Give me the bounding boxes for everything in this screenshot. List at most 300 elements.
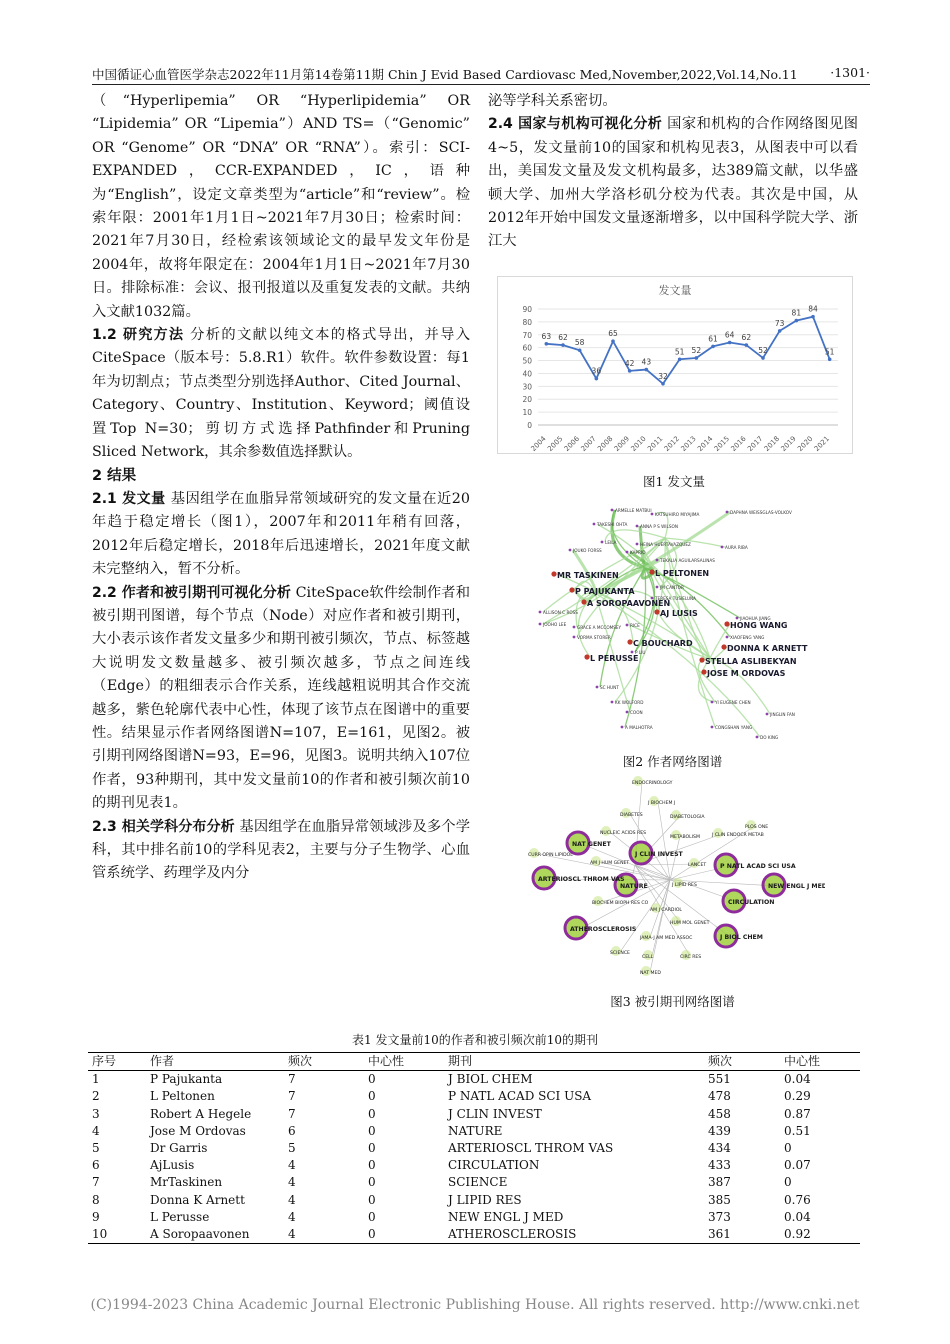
data-point [695,356,699,360]
figure-3-journal-network [520,770,825,980]
cell-author-frequency: 7 [288,1072,296,1087]
network-edge [595,593,630,712]
cell-author: Donna K Arnett [150,1192,245,1207]
table-1-title: 表1 发文量前10的作者和被引频次前10的期刊 [352,1033,598,1047]
data-point [811,315,815,319]
data-label: 52 [691,345,702,355]
journal-label: CURR OPIN LIPIDOL [528,853,573,858]
data-point [545,342,549,346]
cell-rank: 1 [92,1072,100,1087]
author-node [569,587,574,592]
table-row [88,1157,860,1174]
author-node [573,626,576,629]
cell-author-centrality: 0 [368,1227,376,1242]
author-label: JINGLIN FAN [770,712,795,717]
author-label: LEILA [605,540,617,545]
cell-author-centrality: 0 [368,1089,376,1104]
cell-journal-frequency: 433 [708,1158,731,1173]
journal-label: CIRC RES [680,955,702,960]
author-label: L PELTONEN [655,569,710,578]
y-tick-label: 20 [522,395,532,405]
journal-label: CIRCULATION [728,899,775,906]
author-label: A MALHOTRA [625,725,653,730]
cell-journal-frequency: 434 [708,1141,731,1156]
data-label: 51 [674,347,685,357]
y-tick-label: 50 [522,356,532,366]
x-tick-label: 2012 [662,434,682,453]
author-label: ALLISON C ROSS [543,610,578,615]
cell-author-centrality: 0 [368,1209,376,1224]
cell-journal-frequency: 439 [708,1123,731,1138]
author-label: XIAOFENG YANG [730,635,765,640]
x-tick-label: 2005 [546,434,565,453]
data-label: 62 [741,333,752,343]
author-label: P LIU [635,650,646,655]
author-label: L PERUSSE [590,654,639,663]
data-point [595,377,599,381]
network-edge [635,865,730,937]
data-label: 61 [708,334,718,344]
journal-label: AM J CARDIOL [650,908,682,913]
cell-author-frequency: 4 [288,1192,296,1207]
author-node [584,654,589,659]
author-label: JOUKO FORSS [573,548,602,553]
page-number: ·1301· [830,65,870,80]
author-label: ARMELLE MATBUI [615,508,652,513]
cell-rank: 10 [92,1227,108,1242]
cell-author: P Pajukanta [150,1072,223,1087]
author-node [581,599,586,604]
cell-author: L Perusse [150,1209,210,1224]
network-edge [635,865,680,922]
author-label: AJ LUSIS [660,609,698,618]
journal-label: NAT MED [640,971,661,976]
continued-paragraph: 泌等学科关系密切。 [488,93,617,109]
data-point [828,357,832,361]
y-tick-label: 40 [522,369,532,379]
author-node [721,546,724,549]
header-author: 作者 [150,1054,175,1068]
journal-label: METABOLISM [670,835,700,840]
data-point [778,329,782,333]
table-row [88,1088,860,1105]
cell-author: A Soropaavonen [150,1227,250,1242]
x-tick-label: 2006 [562,434,582,453]
author-node [569,549,572,552]
header-author-centrality: 中心性 [368,1054,405,1068]
author-node [626,711,629,714]
x-tick-label: 2019 [779,434,798,453]
cell-author: AjLusis [150,1158,195,1173]
cell-rank: 5 [92,1141,100,1156]
cell-author: L Peltonen [150,1089,215,1104]
data-label: 51 [824,347,835,357]
author-label: COON [630,710,643,715]
cell-rank: 4 [92,1123,100,1138]
author-node [539,611,542,614]
y-tick-label: 80 [522,317,532,327]
journal-label: ARTERIOSCL THROM VAS [538,876,625,883]
cell-journal: ARTERIOSCL THROM VAS [448,1141,614,1156]
section-2-1 [92,488,470,582]
right-column [488,90,858,254]
journal-label: J BIOL CHEM [720,934,763,941]
data-label: 73 [774,318,785,328]
section-2-4-text: 国家和机构的合作网络图见图4~5，发文量前10的国家和机构见表3，从图表中可以看出，美国发文量及发文机构最多，达389篇文献，以华盛顿大学、加州大学洛杉矶分校为代表。其次是中国，从2012年开始中国发文量逐渐增多，以中国科学院大学、浙江大 [488,116,858,250]
author-node [627,639,632,644]
journal-label: DIABETES [620,813,643,818]
x-tick-label: 2017 [746,434,765,453]
cell-journal-centrality: 0.76 [784,1192,811,1207]
table-header-row [88,1053,860,1071]
header-journal-centrality: 中心性 [784,1054,821,1068]
journal-label: J CLIN ENDOCR METAB [712,833,764,838]
data-label: 36 [591,366,602,376]
x-tick-label: 2010 [629,434,648,453]
journal-label: LANCET [688,863,707,868]
author-label: CONGSHAN YANG [715,725,753,730]
cell-author-centrality: 0 [368,1106,376,1121]
journal-label: NAT GENET [572,841,611,848]
figure-2-author-network [535,498,810,743]
data-point [645,368,649,372]
author-label: JIAOHUA JIANG [740,616,771,621]
data-point [678,357,682,361]
cell-journal: SCIENCE [448,1175,508,1190]
header-journal: 期刊 [448,1054,473,1068]
author-label: AURA RIBA [725,545,748,550]
journal-label: BIOCHEM BIOPH RES CO [592,901,649,906]
author-label: YI EUGENE CHEN [715,700,751,705]
cell-journal: CIRCULATION [448,1158,540,1173]
cell-journal-centrality: 0.51 [784,1123,811,1138]
cell-author: Dr Garris [150,1141,208,1156]
author-label: VORMA STORER [577,635,611,640]
journal-citation: 中国循证心血管医学杂志2022年11月第14卷第11期 Chin J Evid Based Cardiovasc Med,November,2022,Vol.14,No.11 [92,67,798,82]
cell-journal-centrality: 0.87 [784,1106,811,1121]
y-tick-label: 70 [522,330,532,340]
author-node [596,686,599,689]
y-tick-label: 10 [522,408,532,418]
author-node [649,569,654,574]
cell-author-centrality: 0 [368,1123,376,1138]
table-row [88,1226,860,1244]
author-node [656,586,659,589]
network-edge [710,658,770,714]
journal-label: NUCLEIC ACIDS RES [600,831,647,836]
author-node [636,543,639,546]
author-node [726,511,729,514]
cell-author-frequency: 4 [288,1209,296,1224]
section-1-2 [92,324,470,464]
cell-journal-frequency: 387 [708,1175,731,1190]
cell-rank: 2 [92,1089,100,1104]
section-2-1-title: 2.1 发文量 [92,490,166,507]
publication-count-chart [498,277,852,453]
journal-label: PLOS ONE [745,825,769,830]
author-node [654,609,659,614]
journal-label: J CLIN INVEST [635,851,683,858]
section-2-3 [92,816,470,886]
figure-2-caption: 图2 作者网络图谱 [622,754,723,769]
cell-journal: J CLIN INVEST [448,1106,542,1121]
journal-label: HUM MOL GENET [670,921,710,926]
cell-author-frequency: 4 [288,1158,296,1173]
data-point [711,345,715,349]
header-author-frequency: 频次 [288,1054,313,1068]
author-node [611,701,614,704]
cell-journal-centrality: 0.07 [784,1158,811,1173]
author-label: P PAJUKANTA [575,587,635,596]
section-2-4-title: 2.4 国家与机构可视化分析 [488,116,663,133]
author-label: KAPRIO [630,550,646,555]
author-label: DO KING [760,735,779,740]
y-tick-label: 0 [527,421,532,430]
cell-author-frequency: 4 [288,1227,296,1242]
cell-rank: 6 [92,1158,100,1173]
left-column [92,90,470,886]
table-row [88,1071,860,1089]
data-point [578,348,582,352]
cell-author-centrality: 0 [368,1072,376,1087]
x-tick-label: 2021 [812,434,832,453]
journal-label: J BIOCHEM J [648,801,676,806]
journal-label: AM J HUM GENET [590,861,630,866]
journal-label: ATHEROSCLEROSIS [570,926,637,933]
cell-author-centrality: 0 [368,1141,376,1156]
author-label: JM CANTOR [660,585,684,590]
journal-label: CELL [642,955,654,960]
cell-journal: J BIOL CHEM [448,1072,533,1087]
cell-journal: NATURE [448,1123,503,1138]
author-label: MR TASKINEN [557,571,619,580]
cell-journal: NEW ENGL J MED [448,1209,564,1224]
x-tick-label: 2009 [612,434,632,453]
author-label: A SOROPAAVONEN [587,599,671,608]
author-node [724,621,729,626]
cell-journal: J LIPID RES [448,1192,522,1207]
cell-author-frequency: 5 [288,1141,296,1156]
section-2-2-title: 2.2 作者和被引期刊可视化分析 [92,584,291,601]
author-label: DONNA K ARNETT [727,644,808,653]
table-row [88,1174,860,1191]
author-node [631,651,634,654]
author-node [611,509,614,512]
section-2-2 [92,582,470,816]
author-node [726,636,729,639]
data-point [728,341,732,345]
section-2-4 [488,113,858,253]
author-label: TEKALIA AGUILARSALINAS [660,558,715,563]
cell-journal-centrality: 0 [784,1175,792,1190]
cell-author-frequency: 7 [288,1106,296,1121]
results-heading: 2 结果 [92,467,137,484]
x-tick-label: 2013 [679,434,698,453]
author-node [626,551,629,554]
cell-rank: 9 [92,1209,100,1224]
data-label: 43 [641,357,652,367]
author-node [593,523,596,526]
table-row [88,1192,860,1209]
data-point [628,369,632,373]
data-label: 62 [558,333,568,343]
section-2-1-text: 基因组学在血脂异常领域研究的发文量在近20年趋于稳定增长（图1），2007年和2011年稍有回落，2012年后稳定增长，2018年后迅速增长，2021年度文献未完整纳入，暂不分析。 [92,490,470,578]
cell-author: Robert A Hegele [150,1106,252,1121]
cell-author: MrTaskinen [150,1175,223,1190]
data-label: 58 [574,338,585,348]
cell-journal-frequency: 361 [708,1227,731,1242]
author-label: HONG WANG [730,621,788,630]
journal-label: P NATL ACAD SCI USA [720,863,796,870]
running-header [92,62,870,85]
data-label: 52 [758,345,768,355]
author-label: TAKESHI OHTA [597,522,628,527]
figure-1-caption: 图1 发文量 [643,474,705,489]
author-node [699,657,704,662]
author-label: C BOUCHARD [633,639,693,648]
author-node [601,541,604,544]
section-1-2-text: 分析的文献以纯文本的格式导出，并导入CiteSpace（版本号：5.8.R1）软件。软件参数设置：每1年为切割点；节点类型分别选择Author、Cited Journal、Category、Country、Institution、Keyword；阈值设置Top N=30；剪切方式选择Pathfinder和Pruning Sliced Network，其余参数值选择默认。 [92,327,470,461]
figure-1-chart [497,276,853,454]
header-journal-frequency: 频次 [708,1054,733,1068]
author-label: KK WOLFORD [615,700,644,705]
cell-author-centrality: 0 [368,1192,376,1207]
author-label: TERESA TUSIELUNA [655,596,697,601]
cell-journal-frequency: 551 [708,1072,731,1087]
author-node [656,559,659,562]
cell-author-centrality: 0 [368,1175,376,1190]
cell-author-frequency: 7 [288,1089,296,1104]
data-point [611,339,615,343]
author-label: GRACE A MCCOMSEY [577,625,622,630]
x-tick-label: 2015 [712,434,732,453]
table-row [88,1140,860,1157]
data-label: 42 [624,358,635,368]
copyright-footer: (C)1994-2023 China Academic Journal Electronic Publishing House. All rights reserved. http://www.cnki.net [90,1297,860,1313]
table-row [88,1106,860,1123]
data-point [561,343,565,347]
cell-journal-frequency: 458 [708,1106,731,1121]
author-network-graph [535,498,810,743]
author-node [721,644,726,649]
x-tick-label: 2004 [529,434,548,453]
cell-author-centrality: 0 [368,1158,376,1173]
author-node [701,669,706,674]
data-point [745,343,749,347]
journal-label: NEW ENGL J MED [768,883,825,890]
cell-journal-centrality: 0.29 [784,1089,811,1104]
journal-label: JAMA-J AM MED ASSOC [640,936,693,941]
x-tick-label: 2007 [579,434,598,453]
cell-author: Jose M Ordovas [150,1123,246,1138]
data-point [761,356,765,360]
cell-journal-centrality: 0 [784,1141,792,1156]
cell-journal-centrality: 0.04 [784,1072,811,1087]
y-tick-label: 30 [522,382,532,392]
x-tick-label: 2008 [596,434,615,453]
author-label: ANNA P S WILSON [640,524,678,529]
section-1-2-title: 1.2 研究方法 [92,327,185,344]
data-point [661,382,665,386]
cell-journal-frequency: 478 [708,1089,731,1104]
figure-3-caption: 图3 被引期刊网络图谱 [610,994,735,1009]
section-2-3-text: 基因组学在血脂异常领域涉及多个学科，其中排名前10的学科见表2，主要与分子生物学、心血管系统学、药理学及内分 [92,818,470,882]
journal-label: SCIENCE [610,951,630,956]
network-edge [658,802,670,880]
author-label: SC HUNT [600,685,619,690]
section-2-2-text: CiteSpace软件绘制作者和被引期刊图谱，每个节点（Node）对应作者和被引期刊，大小表示该作者发文量多少和期刊被引频次，节点、标签越大说明发文数量越多、被引频次越多，节点之间连线（Edge）的粗细表示合作关系，连线越粗说明其合作交流越多，紫色轮廓代表中心性，体现了该节点在图谱中的重要性。结果显示作者网络图谱N=107，E=161，见图2。被引期刊网络图谱N=93，E=96，见图3。说明共纳入107位作者，93种期刊，其中发文量前10的作者和被引频次前10的期刊见表1。 [92,584,470,812]
cell-rank: 7 [92,1175,100,1190]
data-label: 32 [658,371,668,381]
y-tick-label: 60 [522,343,532,353]
journal-label: J LIPID RES [672,883,697,888]
journal-label: ENDOCRINOLOGY [632,781,673,786]
x-tick-label: 2011 [646,434,665,453]
author-label: KATSUHIRO MIYAJIMA [655,512,700,517]
header-rank: 序号 [92,1054,117,1068]
network-edge [670,836,680,880]
author-label: JOSE M ORDOVAS [707,669,786,678]
author-node [626,624,629,627]
cell-journal-centrality: 0.04 [784,1209,811,1224]
author-node [766,713,769,716]
author-node [651,513,654,516]
author-label: JOOHO LEE [543,622,567,627]
author-node [573,636,576,639]
journal-network-graph [520,770,825,980]
author-node [621,726,624,729]
author-node [756,736,759,739]
author-node [711,701,714,704]
table-row [88,1123,860,1140]
x-tick-label: 2016 [729,434,748,453]
cell-journal: P NATL ACAD SCI USA [448,1089,592,1104]
author-label: HEINA HUERTAVAZQUEZ [640,542,691,547]
data-point [795,319,799,323]
x-tick-label: 2020 [796,434,815,453]
author-node [736,617,739,620]
cell-journal-frequency: 385 [708,1192,731,1207]
data-label: 81 [791,308,802,318]
cell-journal: ATHEROSCLEROSIS [448,1227,577,1242]
data-label: 64 [724,330,735,340]
author-label: DAPHNA WEISSGLAS-VOLKOV [730,510,792,515]
y-tick-label: 90 [522,305,532,314]
author-node [539,623,542,626]
cell-rank: 8 [92,1192,100,1207]
journal-label: NATURE [620,883,648,890]
cell-journal-centrality: 0.92 [784,1227,811,1242]
data-label: 65 [608,329,618,339]
cell-author-frequency: 4 [288,1175,296,1190]
author-label: STELLA ASLIBEKYAN [705,657,797,666]
cell-author-frequency: 6 [288,1123,296,1138]
author-node [551,571,556,576]
search-strategy-paragraph: （“Hyperlipemia” OR “Hyperlipidemia” OR “Lipidemia” OR “Lipemia”）AND TS=（“Genomic” OR “Genome” OR “DNA” OR “RNA”）。索引：SCI-EXPANDED，CCR-EXPANDED，IC，语种为“English”，设定文章类型为“article”和“review”。检索年限：2001年1月1日~2021年7月30日；检索时间：2021年7月30日，经检索该领域论文的最早发文年份是2004年，故将年限定在：2004年1月1日~2021年7月30日。排除标准：会议、报刊报道以及重复发表的文献。共纳入文献1032篇。 [92,93,470,320]
data-label: 84 [808,304,818,314]
x-tick-label: 2018 [762,434,782,453]
x-tick-label: 2014 [696,434,715,453]
chart-title: 发文量 [658,284,692,297]
table-row [88,1209,860,1226]
data-label: 63 [541,331,552,341]
author-node [636,525,639,528]
cell-journal-frequency: 373 [708,1209,731,1224]
table-1 [88,1052,860,1244]
journal-label: DIABETOLOGIA [670,815,705,820]
cell-rank: 3 [92,1106,100,1121]
author-node [711,726,714,729]
